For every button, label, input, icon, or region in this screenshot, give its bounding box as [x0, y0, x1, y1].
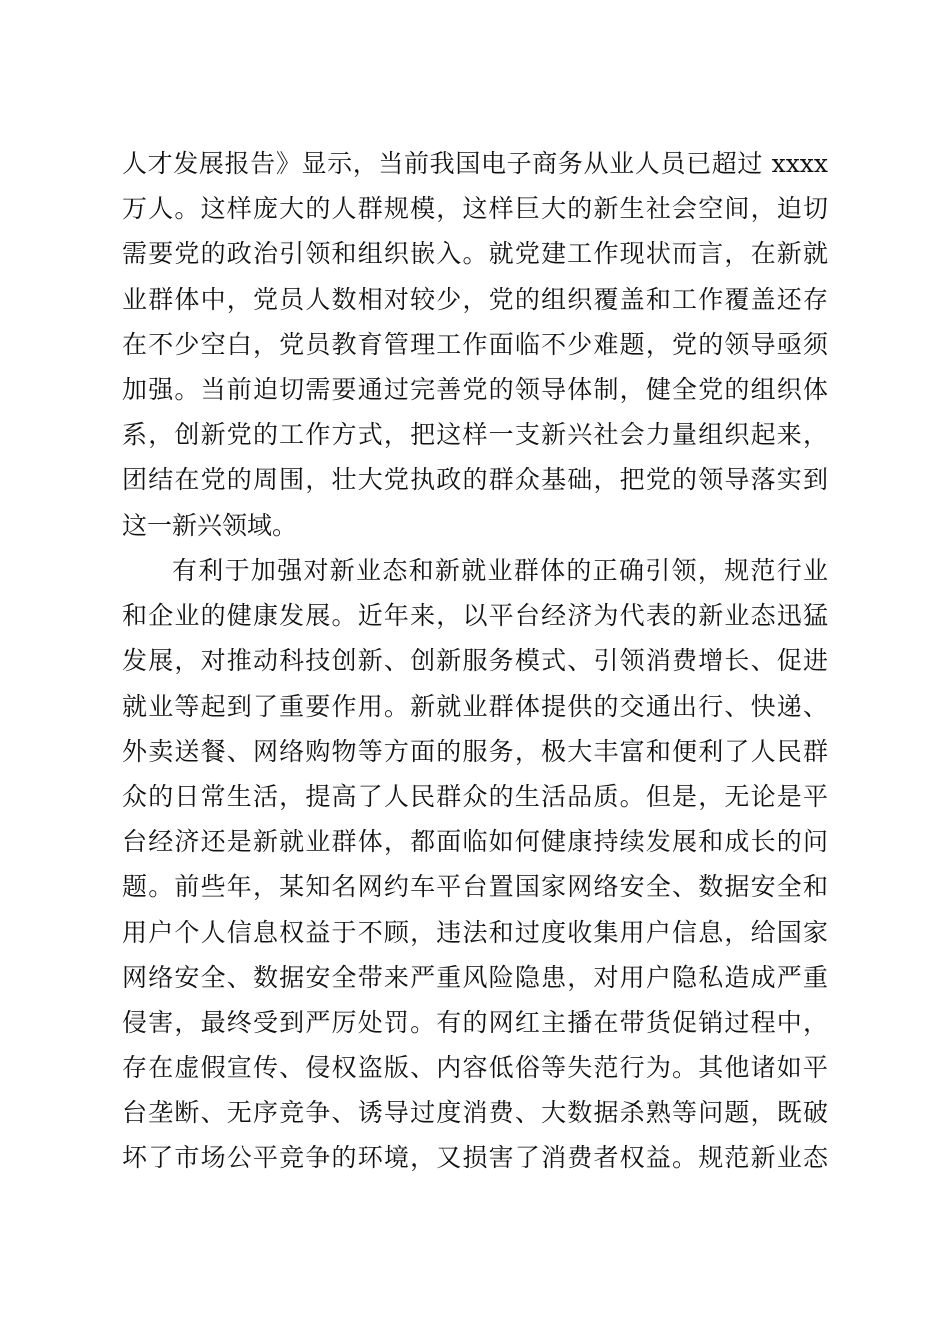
- paragraph-line: 在不少空白，党员教育管理工作面临不少难题，党的领导亟须: [122, 329, 828, 359]
- paragraph-line: 外卖送餐、网络购物等方面的服务，极大丰富和便利了人民群: [122, 736, 828, 766]
- paragraph-line: 侵害，最终受到严厉处罚。有的网红主播在带货促销过程中，: [122, 1007, 828, 1037]
- paragraph-line: 众的日常生活，提高了人民群众的生活品质。但是，无论是平: [122, 781, 828, 811]
- paragraph-line: 坏了市场公平竞争的环境，又损害了消费者权益。规范新业态: [122, 1143, 828, 1173]
- paragraph-line: 台垄断、无序竞争、诱导过度消费、大数据杀熟等问题，既破: [122, 1098, 828, 1128]
- paragraph-line: 发展，对推动科技创新、创新服务模式、引领消费增长、促进: [122, 646, 828, 676]
- paragraph-line: 人才发展报告》显示，当前我国电子商务从业人员已超过 xxxx: [122, 149, 828, 178]
- paragraph-line: 台经济还是新就业群体，都面临如何健康持续发展和成长的问: [122, 827, 828, 857]
- paragraph-1: [122, 141, 828, 548]
- paragraph-line: 业群体中，党员人数相对较少，党的组织覆盖和工作覆盖还存: [122, 284, 828, 314]
- paragraph-line: 团结在党的周围，壮大党执政的群众基础，把党的领导落实到: [122, 465, 828, 495]
- paragraph-line: 用户个人信息权益于不顾，违法和过度收集用户信息，给国家: [122, 917, 828, 947]
- paragraph-line: 存在虚假宣传、侵权盗版、内容低俗等失范行为。其他诸如平: [122, 1053, 828, 1083]
- paragraph-line: 题。前些年，某知名网约车平台置国家网络安全、数据安全和: [122, 872, 828, 902]
- paragraph-line: 需要党的政治引领和组织嵌入。就党建工作现状而言，在新就: [122, 239, 828, 269]
- paragraph-2: [122, 548, 828, 1181]
- paragraph-line: 就业等起到了重要作用。新就业群体提供的交通出行、快递、: [122, 691, 828, 721]
- paragraph-line: 这一新兴领域。: [122, 510, 298, 540]
- paragraph-line: 万人。这样庞大的人群规模，这样巨大的新生社会空间，迫切: [122, 194, 828, 224]
- paragraph-line: 网络安全、数据安全带来严重风险隐患，对用户隐私造成严重: [122, 962, 828, 992]
- paragraph-line: 加强。当前迫切需要通过完善党的领导体制，健全党的组织体: [122, 374, 828, 404]
- paragraph-line: 和企业的健康发展。近年来，以平台经济为代表的新业态迅猛: [122, 601, 828, 631]
- paragraph-line: 有利于加强对新业态和新就业群体的正确引领，规范行业: [172, 556, 828, 585]
- paragraph-line: 系，创新党的工作方式，把这样一支新兴社会力量组织起来，: [122, 420, 828, 450]
